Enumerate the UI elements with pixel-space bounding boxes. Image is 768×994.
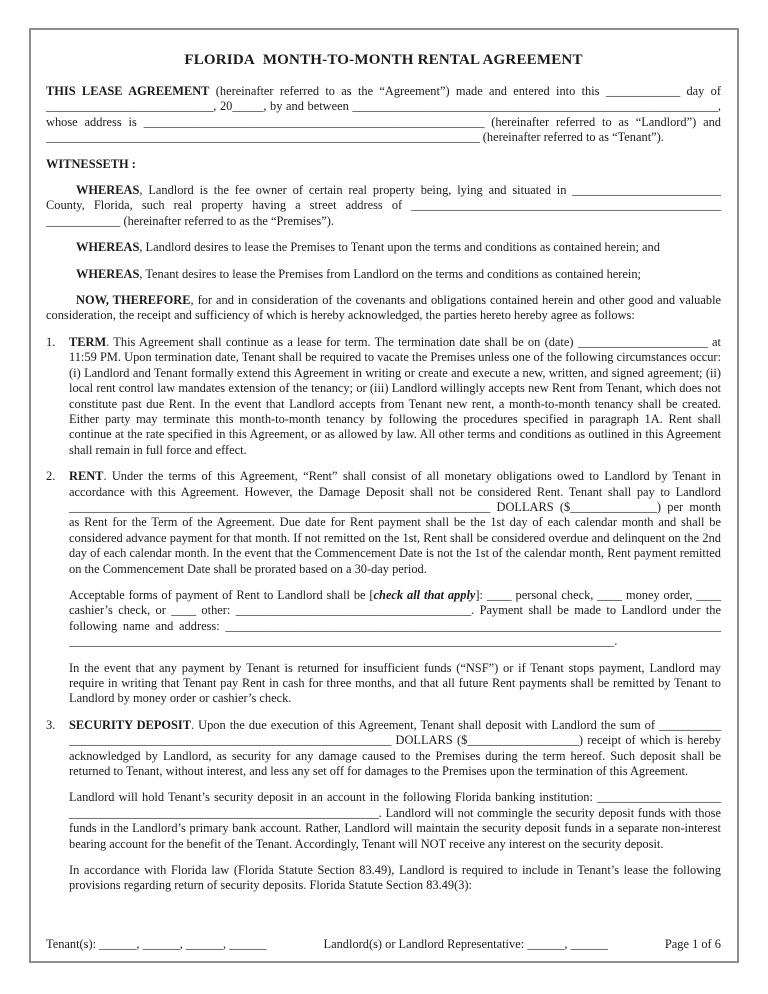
now-therefore-lead: NOW, THEREFORE — [76, 293, 191, 308]
section-rent — [46, 469, 721, 707]
check-all-that-apply-note: check all that apply — [373, 587, 476, 602]
rent-text: . Under the terms of this Agreement, “Rent” shall consist of all monetary obligations owed to Landlord by Tenant in accordance with this Agreement. However, the Damage Deposit shall not be considered Rent. Tenant shall pay to Landlord __________​__________​__________​__________​__________​__________​________ DOLLARS ($______________) per month as Rent for the Term of the Agreement. Due date for Rent payment shall be the 1st day of each calendar month and shall be considered advance payment for that month. If not remitted on the 1st, Rent shall be considered overdue and delinquent on the 2nd day of each calendar month. In the event that the Commencement Date is not the 1st of the calendar month, Rent payment remitted on the Commencement Date shall be prorated based on a 30-day period. — [69, 469, 721, 576]
footer-tenant-initials: Tenant(s): ______, ______, ______, ______ — [46, 936, 267, 951]
now-therefore-text: , for and in consideration of the covenants and obligations contained herein and other good and valuable consideration, the receipt and sufficiency of which is hereby acknowledged, the parties hereto hereby agree as follows: — [46, 293, 722, 323]
witnesseth-heading — [46, 157, 721, 172]
deposit-bank-paragraph: Landlord will hold Tenant’s security deposit in an account in the following Florida banking institution: __________​__________​__________​__________​__________​__________​__________. Landlord will not commingle the security deposit funds with those funds in the Landlord’s primary bank account. Rather, Landlord will maintain the security deposit funds in a separate non-interest bearing account for the benefit of the Tenant. Accordingly, Tenant will NOT receive any interest on the security deposit. — [69, 790, 721, 851]
section-term — [46, 335, 721, 458]
intro-lead: THIS LEASE AGREEMENT — [46, 84, 210, 98]
witnesseth-label: WITNESSETH : — [46, 156, 136, 171]
term-lead: TERM — [69, 334, 107, 349]
intro-text: (hereinafter referred to as the “Agreement”) made and entered into this ____________ day of __________​__________​_______, 20_____, by and between __________​__________​__________​__________​__________​_________, whose address is __________​__________​__________​__________​__________​_____ (hereinafter referred to as “Landlord”) and __________​__________​__________​__________​__________​__________​__________ (hereinafter referred to as “Tenant”). — [46, 84, 721, 145]
intro-paragraph — [46, 84, 721, 146]
whereas-tenant-text: , Tenant desires to lease the Premises from Landlord on the terms and conditions as contained herein; — [139, 266, 641, 281]
whereas-owner-paragraph — [46, 183, 721, 229]
rent-nsf-paragraph: In the event that any payment by Tenant is returned for insufficient funds (“NSF”) or if Tenant stops payment, Landlord may require in writing that Tenant pay Rent in cash for three months, and that all future Rent payments shall be remitted by Tenant to Landlord by money order or cashier’s check. — [69, 660, 721, 706]
footer-landlord-initials: Landlord(s) or Landlord Representative: ______, ______ — [323, 936, 608, 951]
rent-payment-forms-paragraph — [69, 588, 721, 650]
rent-payment-pre: Acceptable forms of payment of Rent to Landlord shall be [ — [69, 587, 374, 602]
whereas-lead: WHEREAS — [76, 240, 140, 255]
page-footer — [46, 937, 721, 952]
deposit-statute-paragraph: In accordance with Florida law (Florida Statute Section 83.49), Landlord is required to include in Tenant’s lease the following provisions regarding return of security deposits. Florida Statute Section 83.49(3): — [69, 863, 721, 893]
footer-page-number: Page 1 of 6 — [664, 936, 721, 951]
term-paragraph — [69, 335, 721, 458]
section-security-deposit — [46, 718, 721, 894]
rent-lead: RENT — [69, 469, 104, 484]
document-page — [29, 28, 739, 963]
security-deposit-text: . Upon the due execution of this Agreement, Tenant shall deposit with Landlord the sum of __________​__________​__________​__________​__________​____________ DOLLARS ($__________________) receipt of which is hereby acknowledged by Landlord, as security for any damage caused to the Premises during the term hereof. Such deposit shall be returned to Tenant, without interest, and less any set off for damages to the Premises upon the termination of this Agreement. — [69, 717, 721, 779]
rent-payment-post: ]: ____ personal check, ____ money order, ____ cashier’s check, or ____ other: __________​__________​__________​________. Payment shall be made to Landlord under the following name and address: __________​__________​__________​__________​__________​__________​__________​__________​__________​__________​__________​__________​__________​__________​__________​__________​________. — [69, 587, 721, 649]
whereas-lead: WHEREAS — [76, 266, 140, 281]
section-rent-number: 2. — [46, 469, 56, 484]
security-deposit-lead: SECURITY DEPOSIT — [69, 717, 191, 732]
document-title: FLORIDA MONTH-TO-MONTH RENTAL AGREEMENT — [184, 52, 583, 68]
whereas-tenant-paragraph — [46, 267, 721, 282]
whereas-landlord-paragraph — [46, 240, 721, 255]
security-deposit-paragraph — [69, 718, 721, 780]
whereas-owner-text: , Landlord is the fee owner of certain real property being, lying and situated in __________​__________​____ County, Florida, such real property having a street address of __________​__________​__________​__________​__________​__________​__ (hereinafter referred to as the “Premises”). — [46, 183, 721, 228]
term-text: . This Agreement shall continue as a lease for term. The termination date shall be on (date) __________​___________ at 11:59 PM. Upon termination date, Tenant shall be required to vacate the Premises unless one of the following circumstances occur: (i) Landlord and Tenant formally extend this Agreement in writing or create and execute a new, written, and signed agreement; (ii) local rent control law mandates extension of the tenancy; or (iii) Landlord willingly accepts new Rent from Tenant, which does not constitute past due Rent. In the event that Landlord accepts from Tenant new rent, a month-to-month tenancy shall be created. Either party may terminate this month-to-month tenancy by following the procedures specified in paragraph 1A. Rent shall continue at the rate specified in this Agreement, or as allowed by law. All other terms and conditions as outlined in this Agreement shall remain in full force and effect. — [69, 334, 721, 457]
whereas-landlord-text: , Landlord desires to lease the Premises to Tenant upon the terms and conditions as contained herein; and — [139, 240, 660, 255]
whereas-lead: WHEREAS — [76, 183, 140, 198]
now-therefore-paragraph — [46, 293, 721, 324]
section-security-deposit-number: 3. — [46, 717, 56, 732]
rent-paragraph — [69, 469, 721, 577]
section-term-number: 1. — [46, 334, 56, 349]
